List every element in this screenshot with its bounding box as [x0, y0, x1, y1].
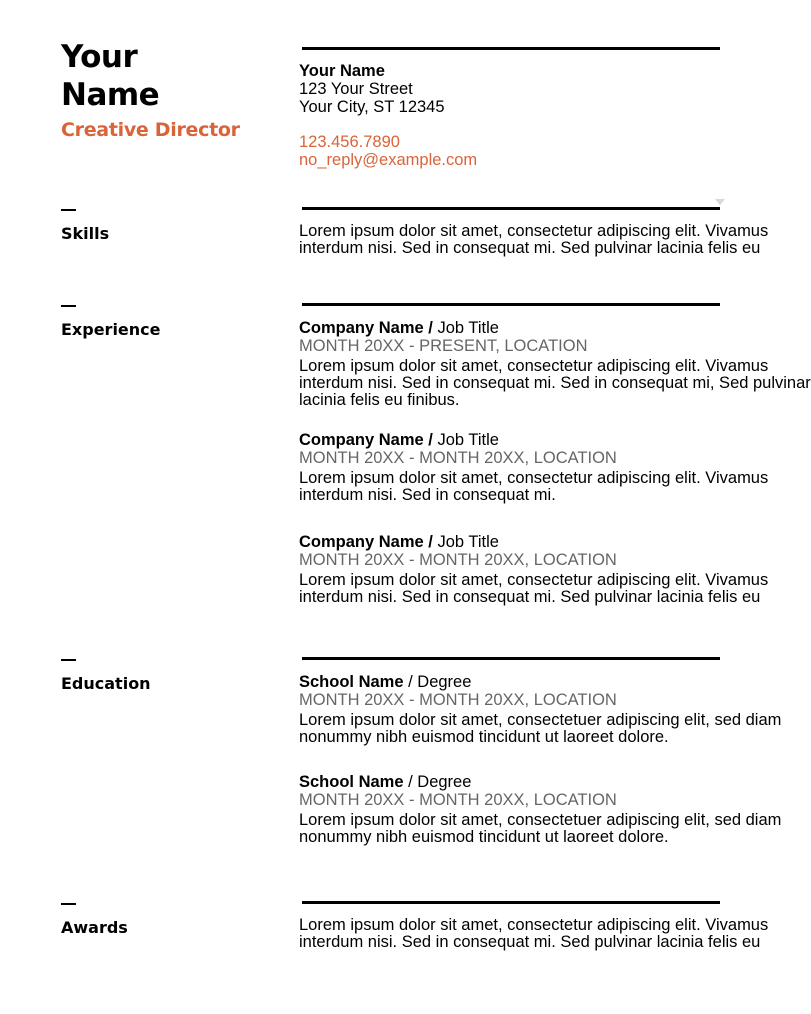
company-name: Company Name /: [299, 533, 433, 551]
description-line: Lorem ipsum dolor sit amet, consectetuer adipiscing elit, sed diam: [299, 811, 782, 829]
section-label-skills: Skills: [61, 224, 110, 243]
awards-text: [299, 916, 769, 951]
skills-line: Lorem ipsum dolor sit amet, consectetur adipiscing elit. Vivamus: [299, 222, 769, 240]
awards-dash: [61, 903, 76, 905]
skills-text: [299, 222, 769, 257]
awards-rule: [302, 901, 720, 904]
contact-block: [299, 62, 729, 169]
entry-description: [299, 711, 782, 746]
awards-line: interdum nisi. Sed in consequat mi. Sed pulvinar lacinia felis eu: [299, 933, 761, 951]
description-line: nonummy nibh euismod tincidunt ut laoreet dolore.: [299, 828, 669, 846]
entry-dates: MONTH 20XX - MONTH 20XX, LOCATION: [299, 449, 617, 467]
job-title: Job Title: [432, 431, 499, 449]
description-line: Lorem ipsum dolor sit amet, consectetur adipiscing elit. Vivamus: [299, 571, 769, 589]
experience-entry: [299, 533, 769, 606]
description-line: Lorem ipsum dolor sit amet, consectetur adipiscing elit. Vivamus: [299, 469, 769, 487]
description-line: interdum nisi. Sed in consequat mi. Sed in consequat mi, Sed pulvinar: [299, 374, 811, 392]
entry-dates: MONTH 20XX - MONTH 20XX, LOCATION: [299, 691, 617, 709]
entry-title: [299, 534, 730, 551]
contact-city: Your City, ST 12345: [299, 98, 445, 116]
experience-dash: [61, 305, 76, 307]
awards-line: Lorem ipsum dolor sit amet, consectetur adipiscing elit. Vivamus: [299, 916, 769, 934]
entry-dates: MONTH 20XX - MONTH 20XX, LOCATION: [299, 551, 617, 569]
name-block: [61, 38, 281, 142]
school-name: School Name: [299, 673, 404, 691]
experience-entry: [299, 431, 769, 504]
entry-dates: MONTH 20XX - MONTH 20XX, LOCATION: [299, 791, 617, 809]
description-line: Lorem ipsum dolor sit amet, consectetur adipiscing elit. Vivamus: [299, 357, 769, 375]
entry-title: [299, 432, 730, 449]
entry-dates: MONTH 20XX - PRESENT, LOCATION: [299, 337, 588, 355]
section-label-awards: Awards: [61, 918, 128, 937]
education-rule: [302, 657, 720, 660]
contact-name: Your Name: [299, 62, 385, 80]
experience-rule: [302, 303, 720, 306]
company-name: Company Name /: [299, 319, 433, 337]
entry-description: [299, 811, 782, 846]
contact-email[interactable]: no_reply@example.com: [299, 151, 478, 169]
description-line: lacinia felis eu finibus.: [299, 391, 460, 409]
job-title: Job Title: [432, 319, 499, 337]
contact-phone[interactable]: 123.456.7890: [299, 133, 400, 151]
entry-title: [299, 674, 730, 691]
section-label-education: Education: [61, 674, 151, 693]
education-dash: [61, 659, 76, 661]
experience-entry: [299, 319, 811, 409]
company-name: Company Name /: [299, 431, 433, 449]
entry-description: [299, 357, 811, 409]
description-line: interdum nisi. Sed in consequat mi. Sed pulvinar lacinia felis eu: [299, 588, 761, 606]
degree: / Degree: [403, 773, 472, 791]
name-first-line: Your: [61, 39, 138, 75]
school-name: School Name: [299, 773, 404, 791]
name-second-line: Name: [61, 77, 160, 113]
entry-description: [299, 571, 769, 606]
skills-rule: [302, 207, 720, 210]
entry-title: [299, 320, 730, 337]
contact-street: 123 Your Street: [299, 80, 413, 98]
skills-line: interdum nisi. Sed in consequat mi. Sed pulvinar lacinia felis eu: [299, 239, 761, 257]
description-line: nonummy nibh euismod tincidunt ut laoreet dolore.: [299, 728, 669, 746]
entry-title: [299, 774, 730, 791]
contact-rule: [302, 47, 720, 50]
education-entry: [299, 673, 782, 746]
description-line: interdum nisi. Sed in consequat mi.: [299, 486, 556, 504]
job-title: Job Title: [432, 533, 499, 551]
section-label-experience: Experience: [61, 320, 161, 339]
role-title: Creative Director: [61, 119, 240, 141]
skills-dash: [61, 209, 76, 211]
dropdown-arrow-icon[interactable]: [715, 199, 725, 205]
entry-description: [299, 469, 769, 504]
education-entry: [299, 773, 782, 846]
description-line: Lorem ipsum dolor sit amet, consectetuer adipiscing elit, sed diam: [299, 711, 782, 729]
degree: / Degree: [403, 673, 472, 691]
